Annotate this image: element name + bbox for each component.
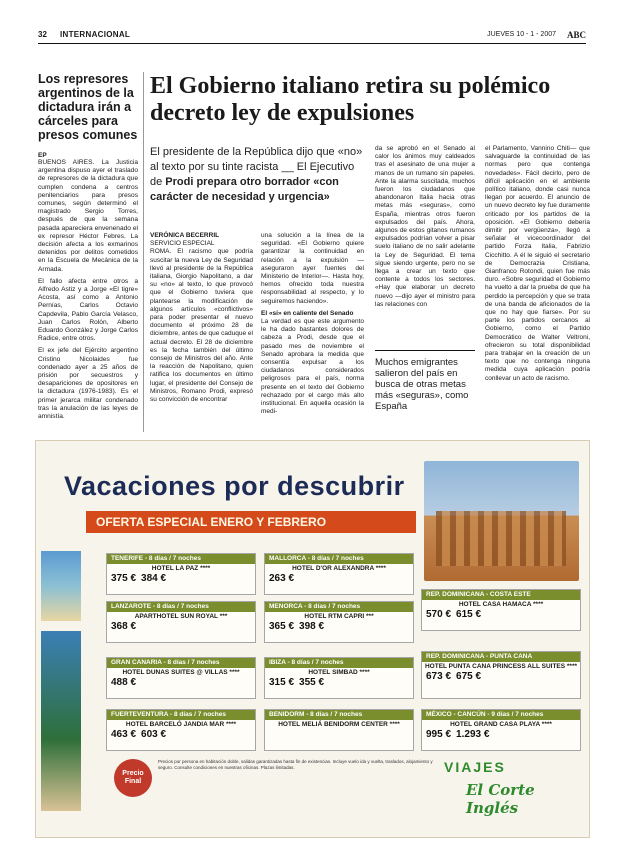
deal-destination: MÉXICO - CANCÚN - 9 días / 7 noches: [422, 710, 580, 720]
deal-card: [264, 601, 414, 643]
column-text: una solución a la línea de la seguridad. «El Gobierno quiere garantizar la continuidad en relación a la expulsión —aseguraron ayer fuentes del Ministerio de Interior—. Hasta hoy, hemos ofrecido toda nuestra responsabilidad al respecto, y lo seguiremos haciendo».: [261, 232, 364, 305]
deal-destination: FUERTEVENTURA - 8 días / 7 noches: [107, 710, 255, 720]
deal-price-feb: 398 €: [299, 621, 325, 632]
sidebar-byline: EP: [38, 152, 47, 159]
deal-price-jan: 673 €: [426, 671, 452, 682]
issue-date: JUEVES 10 - 1 - 2007: [487, 31, 556, 38]
column-text: La verdad es que este argumento le ha dado bastantes dolores de cabeza a Prodi, desde que el pasado mes de noviembre el Senado aprobara la medida que consentía expulsar a los ciudadanos considerados peligrosos para el país, norma presente en el texto del Gobierno rechazado por el cargo más alto institucional. En aquella ocasión la medi-: [261, 318, 364, 416]
colosseum-photo: [424, 461, 579, 581]
deal-prices: [265, 572, 413, 585]
ad-fine-print: Precios por persona en habitación doble, salidas garantizadas hasta fin de existencias. Incluye vuelo ida y vuelta, traslados, alojamiento y seguro. Consulte condiciones en nuestras oficinas. Plazas limitadas.: [158, 759, 433, 770]
deal-card: [421, 589, 581, 631]
deal-hotel: HOTEL CASA HAMACA ****: [458, 601, 544, 608]
sidebar-paragraph: BUENOS AIRES. La Justicia argentina dispuso ayer el traslado de represores de la dictadura que cumplen condena a centros penitenciarios para presos comunes, según determinó el magistrado Sergio Torres, después de que la semana pasada apareciera envenenado el ex represor Héctor Febres. La decisión afecta a los exmarinos detenidos por delitos cometidos en la Escuela de Mecánica de la Armada.: [38, 159, 138, 273]
deal-price-feb: 384 €: [141, 573, 167, 584]
deal-prices: [265, 676, 413, 689]
deal-card: [421, 651, 581, 699]
section-label: INTERNACIONAL: [60, 30, 131, 39]
deal-prices: [265, 620, 413, 633]
palm-photo: [41, 631, 81, 811]
deal-hotel: HOTEL BARCELÓ JANDIA MAR ****: [125, 721, 237, 728]
lead-plain: El presidente de la República dijo que «no» al texto por su tinte racista __ El Ejecutivo de: [150, 146, 363, 188]
deal-prices: [107, 572, 255, 585]
deal-card: [264, 709, 414, 751]
deal-hotel: HOTEL D'OR ALEXANDRA ****: [292, 565, 386, 572]
deal-hotel: HOTEL MELIÁ BENIDORM CENTER ****: [278, 721, 400, 728]
deal-card: [264, 553, 414, 595]
column-subhead: El «sí» en caliente del Senado: [261, 309, 354, 317]
deal-destination: REP. DOMINICANA - COSTA ESTE: [422, 590, 580, 600]
sidebar-story: [38, 72, 138, 425]
beach-photo: [41, 551, 81, 621]
deal-card: [106, 601, 256, 643]
deal-prices: [422, 670, 580, 683]
deal-price-feb: 603 €: [141, 729, 167, 740]
deal-hotel: HOTEL LA PAZ ****: [151, 565, 211, 572]
deal-destination: REP. DOMINICANA - PUNTA CANA: [422, 652, 580, 662]
deal-hotel: HOTEL GRAND CASA PLAYA ****: [450, 721, 552, 728]
deal-card: [106, 553, 256, 595]
deal-card: [421, 709, 581, 751]
newspaper-brand: ABC: [566, 30, 586, 40]
pull-quote: Muchos emigrantes salieron del país en busca de otras metas más «seguras», como España: [375, 350, 475, 412]
deal-hotel: HOTEL SIMBAD ****: [308, 669, 370, 676]
deal-price-feb: 355 €: [299, 677, 325, 688]
article-column-2: [261, 232, 364, 416]
deal-destination: IBIZA - 8 días / 7 noches: [265, 658, 413, 668]
deal-card: [264, 657, 414, 699]
column-text: el Parlamento, Vannino Chiti— que salvaguarde la continuidad de las normas pero que contenga novedades». Fácil decirlo, pero de difícil aplicación en el ambiente político italiano, donde casi nunca llegan por acuerdo. El anuncio de un nuevo decreto ley fue duramente criticado por los partidos de la oposición. «El Gobierno debería dimitir por vergüenza», llegó a señalar el vicecoordinador del partido Forza Italia, Fabrizio Cicchitto. A él le siguió el secretario de Democrazia Cristiana, Gianfranco Rotondi, quien fue más duro. «Sobre seguridad el Gobierno ha vuelto a dar la prueba de que ha perdido la percepción y que se trata de una banda de aficionados de la que no hay que fiarse». Por su parte los partidos cercanos al Gobierno, como el Partido Democrático de Walter Veltroni, ofrecieron su total disponibilidad para trabajar en la creación de un texto que no contenga ninguna medida cuya aplicación podría conllevar un acto de racismo.: [485, 145, 590, 382]
ad-offer-banner: OFERTA ESPECIAL ENERO Y FEBRERO: [86, 511, 416, 533]
deal-price-feb: 263 €: [269, 573, 295, 584]
article-column-3: [375, 145, 475, 309]
deal-price-feb: 1.293 €: [456, 729, 490, 740]
el-corte-ingles-logo: El Corte Inglés: [466, 781, 535, 817]
page-number: 32: [38, 30, 47, 39]
deal-price-jan: 368 €: [111, 621, 137, 632]
sidebar-paragraph: El fallo afecta entre otros a Alfredo Astiz y a Jorge «El tigre» Acosta, así como a Antonio Pernías, Carlos Octavio Capdevila, Pablo García Velasco, Juan Carlos Rolón, Alberto Eduardo González y Jorge Carlos Radice, entre otros.: [38, 277, 138, 343]
article-lead: [150, 145, 365, 205]
deal-price-jan: 463 €: [111, 729, 137, 740]
deal-hotel: HOTEL DUNAS SUITES @ VILLAS ****: [122, 669, 240, 676]
deal-hotel: HOTEL RTM CAPRI ***: [304, 613, 374, 620]
deal-prices: [422, 608, 580, 621]
deal-price-feb: 675 €: [456, 671, 482, 682]
column-text: da se aprobó en el Senado al calor los ánimos muy caldeados tras el asesinato de una mujer a manos de un rumano sin papeles. Ante la alarma suscitada, muchos fueron los ciudadanos que abandonaron Italia hacia otras metas más «seguras», como España, mientras otros fueron expulsados del país. Ahora, algunos de estos gitanos rumanos expulsados podrían volver a pisar suelo italiano de no salir adelante la Ley de Seguridad. El tema sigue siendo urgente, pero no se llega a crear un texto que contente a todos los sectores. «Hay que elaborar un decreto nuevo —dijo ayer el ministro para las relaciones con: [375, 145, 475, 308]
precio-final-badge: Precio Final: [114, 759, 152, 797]
deal-prices: [107, 728, 255, 741]
lead-bold: Prodi prepara otro borrador «con carácter de necesidad y urgencia»: [150, 176, 339, 203]
deal-hotel: APARTHOTEL SUN ROYAL ***: [134, 613, 228, 620]
deal-price-feb: 615 €: [456, 609, 482, 620]
article-column-1: [150, 232, 253, 404]
deal-prices: [107, 620, 255, 633]
deal-destination: MALLORCA - 8 días / 7 noches: [265, 554, 413, 564]
article-byline: VERÓNICA BECERRIL: [150, 232, 220, 239]
column-divider: [143, 72, 144, 432]
sidebar-paragraph: El ex jefe del Ejército argentino Cristino Nicolaides fue condenado ayer a 25 años de prisión por secuestros y desapariciones de opositores en la dictadura (1976-1983). Es el primer jerarca militar condenado tras la anulación de las leyes de amnistía.: [38, 347, 138, 421]
article-headline: El Gobierno italiano retira su polémico decreto ley de expulsiones: [150, 73, 551, 126]
deal-card: [106, 709, 256, 751]
deal-price-jan: 365 €: [269, 621, 295, 632]
deal-hotel: HOTEL PUNTA CANA PRINCESS ALL SUITES ****: [424, 663, 578, 670]
header: [38, 30, 586, 42]
deal-destination: MENORCA - 8 días / 7 noches: [265, 602, 413, 612]
deal-prices: [107, 676, 255, 689]
deal-destination: TENERIFE - 8 días / 7 noches: [107, 554, 255, 564]
deal-price-jan: 570 €: [426, 609, 452, 620]
deal-prices: [422, 728, 580, 741]
sidebar-headline: Los represores argentinos de la dictadura irán a cárceles para presos comunes: [38, 72, 138, 142]
deal-price-jan: 375 €: [111, 573, 137, 584]
ad-viajes-label: VIAJES: [444, 759, 506, 775]
article-byline-role: SERVICIO ESPECIAL: [150, 240, 215, 248]
deal-destination: GRAN CANARIA - 8 días / 7 noches: [107, 658, 255, 668]
deal-price-jan: 315 €: [269, 677, 295, 688]
deal-destination: BENIDORM - 8 días / 7 noches: [265, 710, 413, 720]
deal-destination: LANZAROTE - 8 días / 7 noches: [107, 602, 255, 612]
deal-price-jan: 995 €: [426, 729, 452, 740]
advertisement: [35, 440, 590, 838]
ad-title: Vacaciones por descubrir: [64, 471, 405, 501]
deal-card: [106, 657, 256, 699]
header-rule: [38, 43, 586, 44]
deal-price-jan: 488 €: [111, 677, 137, 688]
article-column-4: [485, 145, 590, 383]
column-text: ROMA. El racismo que podría suscitar la nueva Ley de Seguridad llevó al presidente de la República italiana, Giorgio Napolitano, a dar su «no» al texto, lo que provocó que el Gobierno tuviera que plantearse la modificación de algunos artículos «conflictivos» para poder presentar el nuevo documento el próximo 28 de diciembre, antes de que caduque el actual decreto. El 28 de diciembre es la fecha también del último consejo de Ministros del año. Ante la reacción de Napolitano, quien ratifica los documentos en último lugar, el presidente del Consejo de Ministros, Romano Prodi, expresó su convicción de encontrar: [150, 248, 253, 404]
